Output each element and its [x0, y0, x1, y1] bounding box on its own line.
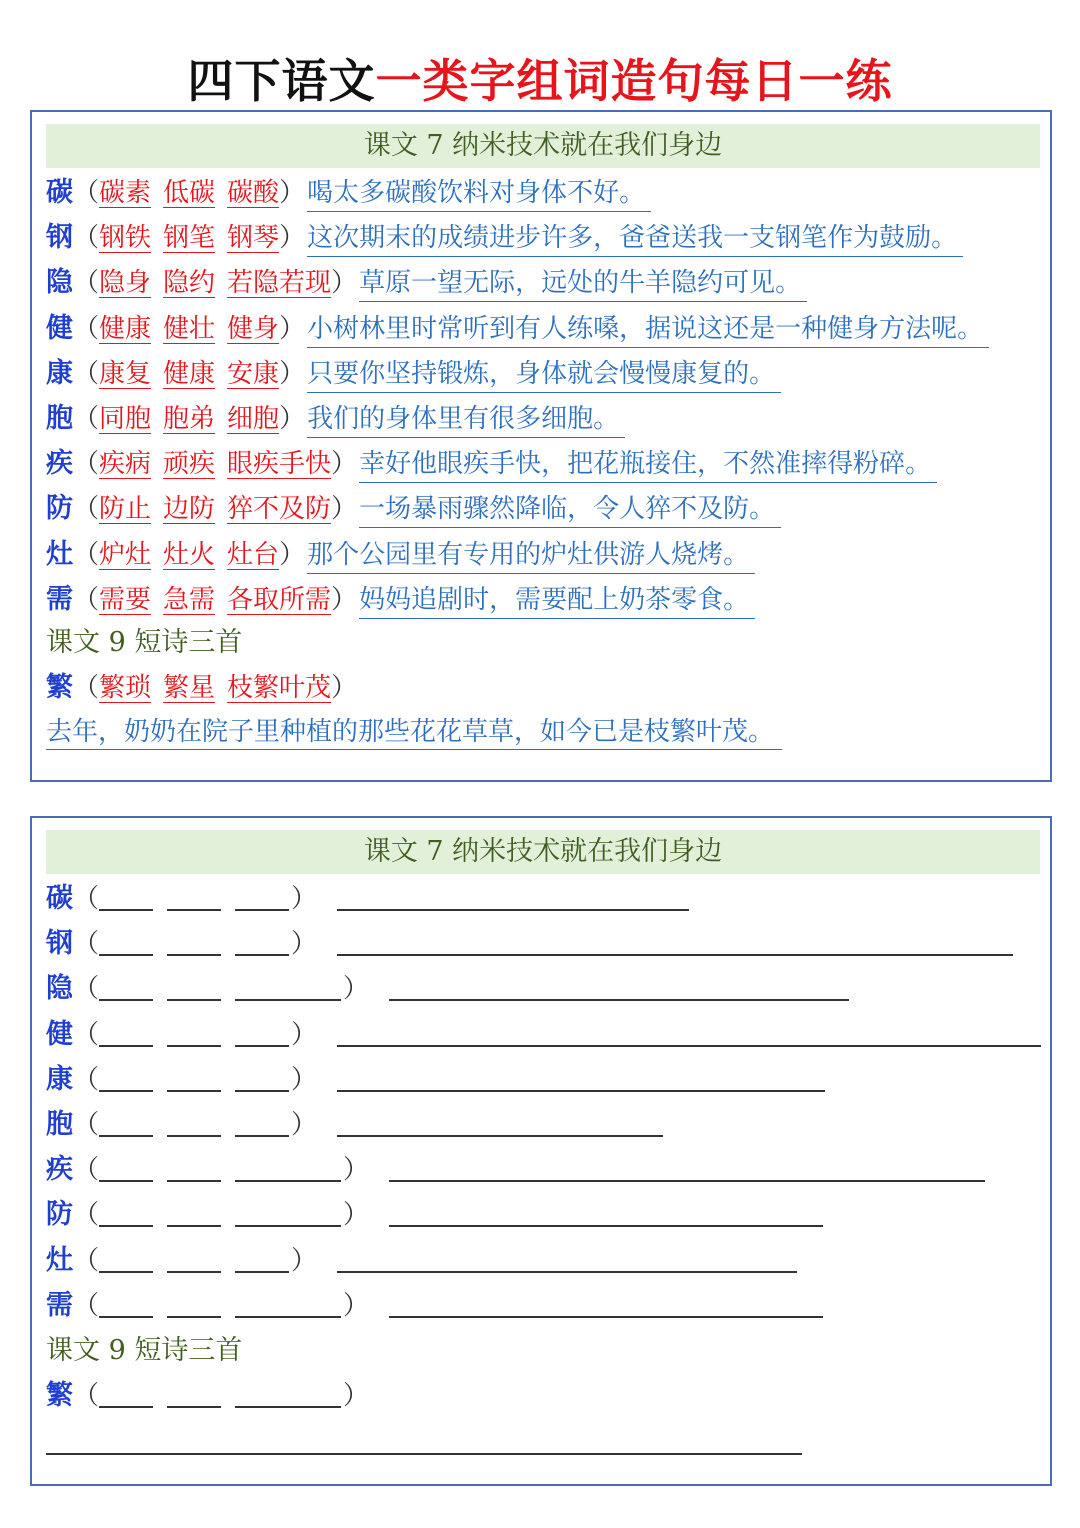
- word-blank[interactable]: [167, 1180, 221, 1182]
- answer-row-防: [46, 486, 781, 531]
- open-paren: （: [73, 404, 100, 434]
- close-paren: ）: [291, 1064, 318, 1095]
- sentence-blank[interactable]: [337, 954, 1013, 956]
- word: 安康: [227, 358, 280, 389]
- sentence-blank[interactable]: [389, 999, 849, 1001]
- close-paren: ）: [279, 539, 306, 570]
- close-paren: ）: [343, 1290, 370, 1321]
- target-character: 钢: [46, 222, 73, 254]
- target-character: 钢: [46, 928, 73, 960]
- sentence-text: 妈妈追剧时，需要配上奶茶零食。: [359, 582, 755, 619]
- open-paren: （: [73, 1110, 100, 1140]
- word-blank[interactable]: [167, 1406, 221, 1408]
- answer-row-繁: [46, 665, 357, 710]
- word-blank[interactable]: [99, 1180, 153, 1182]
- open-paren: （: [73, 1155, 100, 1186]
- lesson-9-header: 课文 9 短诗三首: [46, 627, 243, 658]
- open-paren: （: [73, 1200, 100, 1231]
- practice-row-胞: [46, 1102, 663, 1147]
- open-paren: （: [73, 268, 100, 299]
- close-paren: ）: [291, 884, 318, 914]
- word: 健康: [163, 358, 216, 389]
- word: 边防: [163, 494, 216, 525]
- word-blank[interactable]: [235, 1090, 289, 1092]
- close-paren: ）: [291, 929, 318, 960]
- word-blank[interactable]: [235, 909, 289, 911]
- open-paren: （: [73, 1290, 100, 1321]
- word-blank[interactable]: [167, 999, 221, 1001]
- close-paren: ）: [331, 268, 358, 299]
- close-paren: ）: [343, 1200, 370, 1231]
- word: 防止: [99, 494, 152, 525]
- target-character: 隐: [46, 973, 73, 1005]
- target-character: 康: [46, 357, 73, 389]
- open-paren: （: [73, 178, 100, 208]
- target-character: 康: [46, 1063, 73, 1095]
- practice-row-隐: [46, 966, 849, 1011]
- word-blank[interactable]: [167, 1225, 221, 1227]
- target-character: 防: [46, 1199, 73, 1231]
- target-character: 胞: [46, 1109, 73, 1140]
- sentence-text: 我们的身体里有很多细胞。: [307, 401, 625, 438]
- word: 急需: [163, 584, 216, 615]
- word: 繁星: [163, 673, 216, 703]
- word: 钢琴: [227, 223, 280, 254]
- word-blank[interactable]: [167, 1316, 221, 1318]
- sentence-blank[interactable]: [337, 1271, 797, 1273]
- answer-panel: [30, 110, 1052, 782]
- word: 健康: [99, 313, 152, 344]
- sentence-blank[interactable]: [337, 1045, 1041, 1047]
- open-paren: （: [73, 539, 100, 570]
- practice-row-繁: [46, 1373, 369, 1418]
- lesson-9-header: 课文 9 短诗三首: [46, 1335, 243, 1366]
- word: 低碳: [163, 178, 216, 208]
- target-character: 需: [46, 1289, 73, 1321]
- sentence-blank[interactable]: [389, 1180, 985, 1182]
- target-character: 健: [46, 312, 73, 344]
- word-blank[interactable]: [235, 1271, 289, 1273]
- word: 枝繁叶茂: [227, 673, 332, 703]
- word: 细胞: [227, 404, 280, 434]
- close-paren: ）: [343, 974, 370, 1005]
- word-blank[interactable]: [235, 1135, 289, 1137]
- close-paren: ）: [331, 584, 358, 615]
- word: 康复: [99, 358, 152, 389]
- target-character: 灶: [46, 1244, 73, 1276]
- close-paren: ）: [331, 449, 358, 480]
- title-grade: 四下语文: [187, 54, 376, 108]
- word: 碳酸: [227, 178, 280, 208]
- target-character: 健: [46, 1018, 73, 1050]
- target-character: 繁: [46, 672, 73, 703]
- word: 灶火: [163, 539, 216, 570]
- sentence-blank[interactable]: [337, 1135, 663, 1137]
- answer-row-健: [46, 306, 989, 351]
- answer-row-需: [46, 577, 755, 622]
- lesson-7-header: 课文 7 纳米技术就在我们身边: [46, 830, 1040, 874]
- example-sentence-繁: [46, 712, 782, 752]
- practice-row-康: [46, 1057, 825, 1102]
- word-blank[interactable]: [235, 999, 341, 1001]
- word-blank[interactable]: [99, 909, 153, 911]
- sentence-blank[interactable]: [389, 1225, 823, 1227]
- target-character: 胞: [46, 403, 73, 434]
- word-blank[interactable]: [235, 1406, 341, 1408]
- open-paren: （: [73, 1019, 100, 1050]
- open-paren: （: [73, 449, 100, 480]
- word-blank[interactable]: [167, 1135, 221, 1137]
- sentence-text: 小树林里时常听到有人练嗓，据说这还是一种健身方法呢。: [307, 311, 989, 348]
- title-topic: 一类字组词造句每日一练: [375, 54, 893, 108]
- word-blank[interactable]: [99, 1225, 153, 1227]
- open-paren: （: [73, 974, 100, 1005]
- target-character: 灶: [46, 538, 73, 570]
- practice-row-疾: [46, 1147, 985, 1192]
- word: 若隐若现: [227, 268, 332, 299]
- word-blank[interactable]: [235, 1316, 341, 1318]
- word-blank[interactable]: [167, 909, 221, 911]
- lesson-7-header: 课文 7 纳米技术就在我们身边: [46, 124, 1040, 168]
- word: 猝不及防: [227, 494, 332, 525]
- sentence-text: 幸好他眼疾手快，把花瓶接住，不然准摔得粉碎。: [359, 446, 937, 483]
- word-blank[interactable]: [99, 954, 153, 956]
- sentence-blank[interactable]: [337, 1090, 825, 1092]
- close-paren: ）: [279, 313, 306, 344]
- word: 繁琐: [99, 673, 152, 703]
- sentence-text: 去年，奶奶在院子里种植的那些花花草草，如今已是枝繁叶茂。: [46, 715, 782, 750]
- sentence-text: 草原一望无际，远处的牛羊隐约可见。: [359, 265, 807, 302]
- target-character: 防: [46, 493, 73, 525]
- word-blank[interactable]: [167, 1090, 221, 1092]
- close-paren: ）: [279, 404, 306, 434]
- practice-row-需: [46, 1283, 823, 1328]
- word-blank[interactable]: [99, 1135, 153, 1137]
- open-paren: （: [73, 358, 100, 389]
- word: 疾病: [99, 449, 152, 480]
- word-blank[interactable]: [99, 999, 153, 1001]
- word-blank[interactable]: [99, 1316, 153, 1318]
- sentence-blank[interactable]: [389, 1316, 823, 1318]
- target-character: 碳: [46, 883, 73, 914]
- word-blank[interactable]: [235, 1045, 289, 1047]
- close-paren: ）: [279, 223, 306, 254]
- practice-row-钢: [46, 921, 1013, 966]
- word-blank[interactable]: [99, 1045, 153, 1047]
- open-paren: （: [73, 1064, 100, 1095]
- target-character: 繁: [46, 1380, 73, 1411]
- open-paren: （: [73, 584, 100, 615]
- sentence-text: 一场暴雨骤然降临，令人猝不及防。: [359, 491, 781, 528]
- word-blank[interactable]: [235, 1225, 341, 1227]
- answer-row-隐: [46, 260, 807, 305]
- open-paren: （: [73, 1381, 100, 1411]
- close-paren: ）: [343, 1381, 370, 1411]
- word: 胞弟: [163, 404, 216, 434]
- open-paren: （: [73, 494, 100, 525]
- practice-panel: [30, 816, 1052, 1486]
- word-blank[interactable]: [235, 954, 289, 956]
- answer-row-钢: [46, 215, 963, 260]
- open-paren: （: [73, 884, 100, 914]
- word: 隐身: [99, 268, 152, 299]
- open-paren: （: [73, 1245, 100, 1276]
- answer-row-胞: [46, 396, 625, 441]
- word-blank[interactable]: [167, 1271, 221, 1273]
- open-paren: （: [73, 673, 100, 703]
- word: 健壮: [163, 313, 216, 344]
- close-paren: ）: [343, 1155, 370, 1186]
- close-paren: ）: [279, 178, 306, 208]
- sentence-text: 这次期末的成绩进步许多，爸爸送我一支钢笔作为鼓励。: [307, 220, 963, 257]
- practice-row-灶: [46, 1238, 797, 1283]
- word-blank[interactable]: [167, 954, 221, 956]
- open-paren: （: [73, 313, 100, 344]
- answer-row-疾: [46, 441, 937, 486]
- word-blank[interactable]: [99, 1271, 153, 1273]
- answer-row-康: [46, 351, 781, 396]
- open-paren: （: [73, 223, 100, 254]
- word: 碳素: [99, 178, 152, 208]
- answer-row-灶: [46, 532, 755, 577]
- close-paren: ）: [331, 673, 358, 703]
- word: 同胞: [99, 404, 152, 434]
- word: 眼疾手快: [227, 449, 332, 480]
- word-blank[interactable]: [167, 1045, 221, 1047]
- word: 顽疾: [163, 449, 216, 480]
- word-blank[interactable]: [235, 1180, 341, 1182]
- sentence-text: 那个公园里有专用的炉灶供游人烧烤。: [307, 537, 755, 574]
- word: 炉灶: [99, 539, 152, 570]
- target-character: 需: [46, 583, 73, 615]
- word: 健身: [227, 313, 280, 344]
- practice-row-健: [46, 1012, 1041, 1057]
- close-paren: ）: [279, 358, 306, 389]
- word: 钢铁: [99, 223, 152, 254]
- target-character: 隐: [46, 267, 73, 299]
- target-character: 疾: [46, 448, 73, 480]
- practice-row-防: [46, 1192, 823, 1237]
- target-character: 碳: [46, 177, 73, 208]
- close-paren: ）: [291, 1245, 318, 1276]
- page-title: [0, 50, 1080, 112]
- close-paren: ）: [291, 1110, 318, 1140]
- answer-row-碳: [46, 170, 651, 215]
- word-blank[interactable]: [99, 1406, 153, 1408]
- word-blank[interactable]: [99, 1090, 153, 1092]
- target-character: 疾: [46, 1154, 73, 1186]
- sentence-blank[interactable]: [46, 1453, 802, 1455]
- word: 各取所需: [227, 584, 332, 615]
- close-paren: ）: [291, 1019, 318, 1050]
- sentence-text: 只要你坚持锻炼，身体就会慢慢康复的。: [307, 356, 781, 393]
- sentence-text: 喝太多碳酸饮料对身体不好。: [307, 175, 651, 212]
- practice-row-碳: [46, 876, 689, 921]
- sentence-blank[interactable]: [337, 909, 689, 911]
- open-paren: （: [73, 929, 100, 960]
- word: 隐约: [163, 268, 216, 299]
- close-paren: ）: [331, 494, 358, 525]
- word: 钢笔: [163, 223, 216, 254]
- word: 灶台: [227, 539, 280, 570]
- word: 需要: [99, 584, 152, 615]
